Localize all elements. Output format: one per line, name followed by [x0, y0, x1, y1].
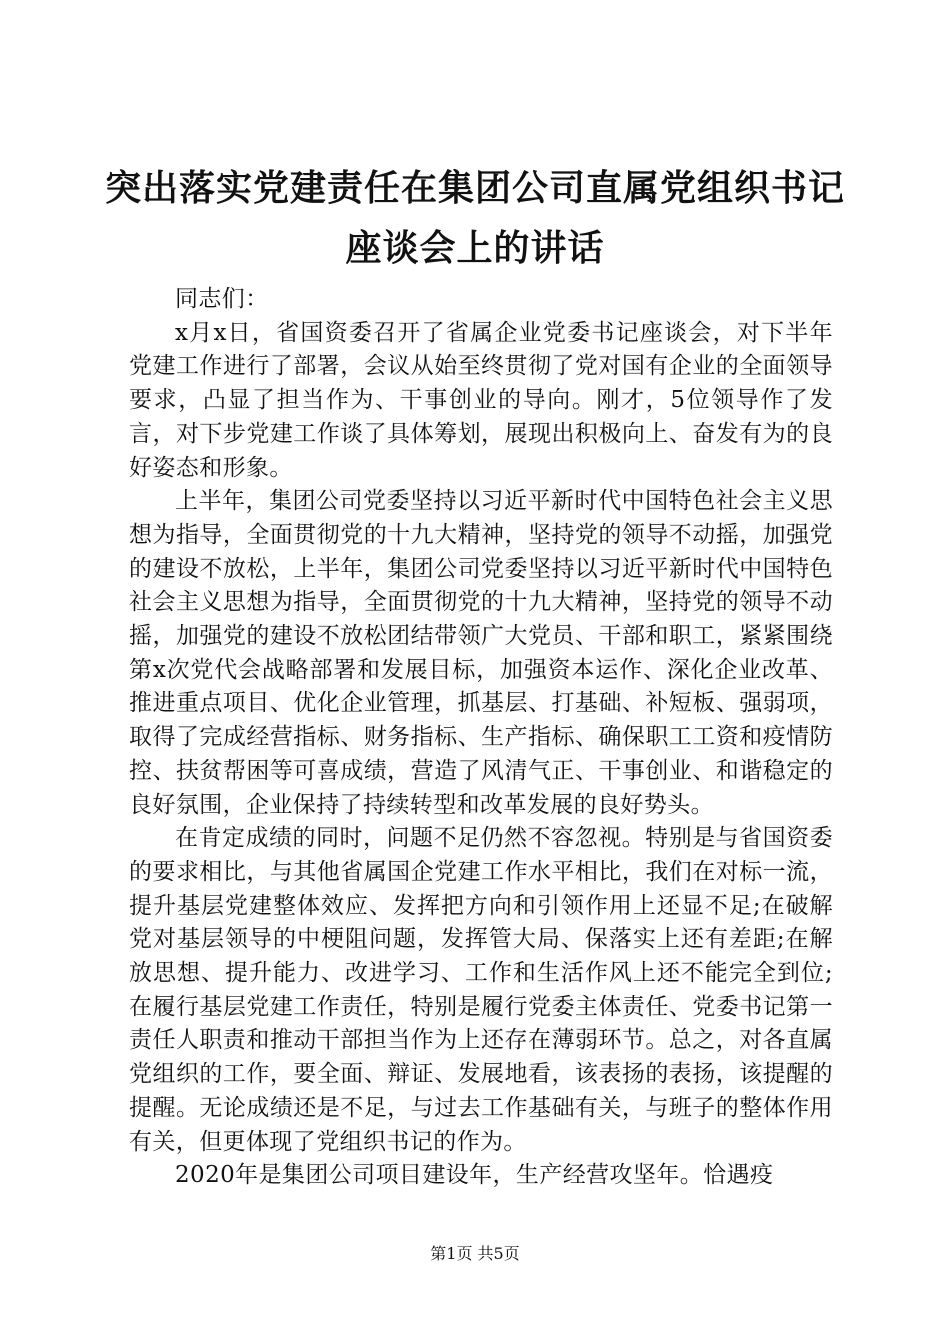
body-paragraph: 在肯定成绩的同时，问题不足仍然不容忽视。特别是与省国资委的要求相比，与其他省属国企党建工作水平相比，我们在对标一流，提升基层党建整体效应、发挥把方向和引领作用上还显不足;在破解党对基层领导的中梗阻问题，发挥管大局、保落实上还有差距;在解放思想、提升能力、改进学习、工作和生活作风上还不能完全到位;在履行基层党建工作责任，特别是履行党委主体责任、党委书记第一责任人职责和推动干部担当作为上还存在薄弱环节。总之，对各直属党组织的工作，要全面、辩证、发展地看，该表扬的表扬，该提醒的提醒。无论成绩还是不足，与过去工作基础有关，与班子的整体作用有关，但更体现了党组织书记的作为。	[129, 825, 833, 1155]
salutation: 同志们：	[175, 286, 269, 312]
document-title-line-2: 座谈会上的讲话	[345, 227, 605, 269]
document-body	[129, 283, 833, 1193]
page-number-footer: 第1页 共5页	[430, 1244, 520, 1263]
document-title-line-1: 突出落实党建责任在集团公司直属党组织书记	[104, 167, 845, 209]
body-paragraph: 2020年是集团公司项目建设年，生产经营攻坚年。恰遇疫	[175, 1162, 774, 1189]
body-paragraph: 上半年，集团公司党委坚持以习近平新时代中国特色社会主义思想为指导，全面贯彻党的十九大精神，坚持党的领导不动摇，加强党的建设不放松，上半年，集团公司党委坚持以习近平新时代中国特色社会主义思想为指导，全面贯彻党的十九大精神，坚持党的领导不动摇，加强党的建设不放松团结带领广大党员、干部和职工，紧紧围绕第x次党代会战略部署和发展目标，加强资本运作、深化企业改革、推进重点项目、优化企业管理，抓基层、打基础、补短板、强弱项，取得了完成经营指标、财务指标、生产指标、确保职工工资和疫情防控、扶贫帮困等可喜成绩，营造了风清气正、干事创业、和谐稳定的良好氛围，企业保持了持续转型和改革发展的良好势头。	[129, 488, 833, 818]
body-paragraph: x月x日，省国资委召开了省属企业党委书记座谈会，对下半年党建工作进行了部署，会议从始至终贯彻了党对国有企业的全面领导要求，凸显了担当作为、干事创业的导向。刚才，5位领导作了发言，对下步党建工作谈了具体筹划，展现出积极向上、奋发有为的良好姿态和形象。	[129, 319, 833, 481]
